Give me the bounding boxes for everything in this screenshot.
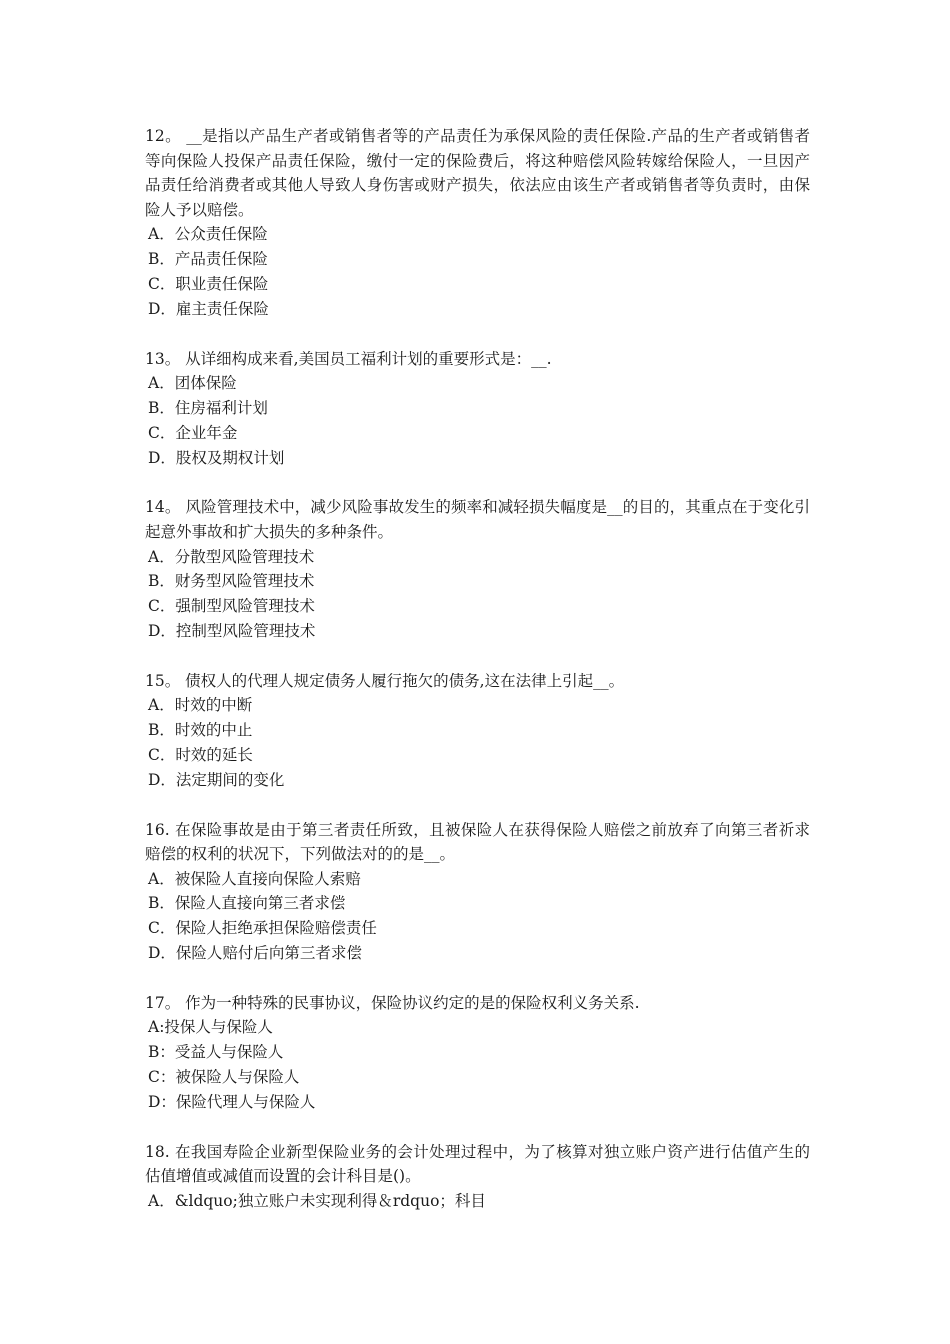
question-stem: 18. 在我国寿险企业新型保险业务的会计处理过程中，为了核算对独立账户资产进行估值产生的估值增值或减值而设置的会计科目是()。 [145, 1142, 810, 1186]
question-16 [145, 818, 810, 966]
option-d: D．控制型风险管理技术 [148, 621, 316, 640]
option-d: D：保险代理人与保险人 [148, 1092, 316, 1111]
option-d: D．保险人赔付后向第三者求偿 [148, 944, 362, 963]
question-18 [145, 1140, 810, 1214]
option-d: D．雇主责任保险 [148, 299, 269, 318]
option-d: D．法定期间的变化 [148, 770, 285, 789]
option-b: B：受益人与保险人 [148, 1043, 284, 1062]
option-c: C：被保险人与保险人 [148, 1068, 300, 1087]
question-stem: 13。 从详细构成来看,美国员工福利计划的重要形式是：__. [145, 349, 552, 368]
option-a: A．&ldquo;独立账户未实现利得＆rdquo；科目 [148, 1191, 486, 1210]
question-stem: 17。 作为一种特殊的民事协议，保险协议约定的是的保险权利义务关系. [145, 993, 640, 1012]
question-12 [145, 124, 810, 322]
question-stem: 14。 风险管理技术中，减少风险事故发生的频率和减轻损失幅度是__的目的，其重点在于变化引起意外事故和扩大损失的多种条件。 [145, 498, 810, 541]
option-a: A．公众责任保险 [148, 225, 268, 244]
question-stem: 12。 __是指以产品生产者或销售者等的产品责任为承保风险的责任保险.产品的生产者或销售者等向保险人投保产品责任保险，缴付一定的保险费后，将这种赔偿风险转嫁给保险人，一旦因产品责任给消费者或其他人导致人身伤害或财产损失，依法应由该生产者或销售者等负责时，由保险人予以赔偿。 [145, 127, 810, 219]
option-a: A．被保险人直接向保险人索赔 [148, 869, 361, 888]
option-d: D．股权及期权计划 [148, 448, 285, 467]
question-list [145, 124, 810, 1239]
option-a: A．分散型风险管理技术 [148, 547, 315, 566]
option-b: B．产品责任保险 [148, 250, 268, 269]
option-b: B．时效的中止 [148, 721, 253, 740]
option-c: C．时效的延长 [148, 745, 253, 764]
question-17 [145, 991, 810, 1115]
question-stem: 15。 债权人的代理人规定债务人履行拖欠的债务,这在法律上引起__。 [145, 671, 625, 690]
option-b: B．财务型风险管理技术 [148, 572, 315, 591]
option-b: B．保险人直接向第三者求偿 [148, 894, 346, 913]
option-c: C．企业年金 [148, 423, 238, 442]
question-13 [145, 347, 810, 471]
option-c: C．强制型风险管理技术 [148, 597, 315, 616]
option-b: B．住房福利计划 [148, 398, 268, 417]
option-c: C．保险人拒绝承担保险赔偿责任 [148, 919, 377, 938]
option-c: C．职业责任保险 [148, 274, 269, 293]
option-a: A．时效的中断 [148, 696, 253, 715]
question-stem: 16. 在保险事故是由于第三者责任所致，且被保险人在获得保险人赔偿之前放弃了向第三者祈求赔偿的权利的状况下，下列做法对的的是__。 [145, 820, 810, 864]
option-a: A．团体保险 [148, 374, 237, 393]
question-14 [145, 495, 810, 643]
question-15 [145, 669, 810, 793]
option-a: A:投保人与保险人 [148, 1018, 273, 1037]
